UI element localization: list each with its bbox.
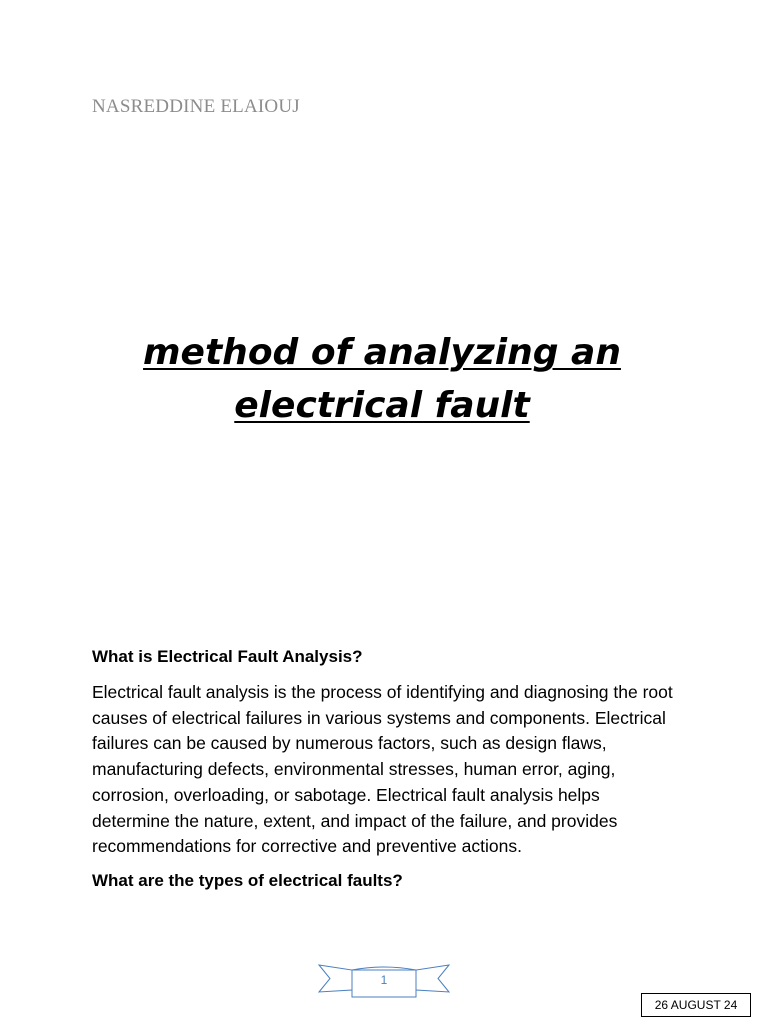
section-heading: What are the types of electrical faults? [92,870,403,890]
author-name: NASREDDINE ELAIOUJ [92,96,300,117]
section-heading: What is Electrical Fault Analysis? [92,647,363,666]
document-title: method of analyzing an electrical fault [143,332,621,426]
section-paragraph: Electrical fault analysis is the process of identifying and diagnosing the root causes of electrical failures in various systems and components. Electrical failures can be caused by numerous factors, such as design flaws, manufacturing defects, environmental stresses, human error, aging, corrosion, overloading, or sabotage. Electrical fault analysis helps determine the nature, extent, and impact of the failure, and provides recommendations for corrective and preventive actions. [92,682,673,857]
date-box: 26 AUGUST 24 [641,993,751,1017]
document-body [92,646,682,892]
page-number: 1 [380,973,388,987]
